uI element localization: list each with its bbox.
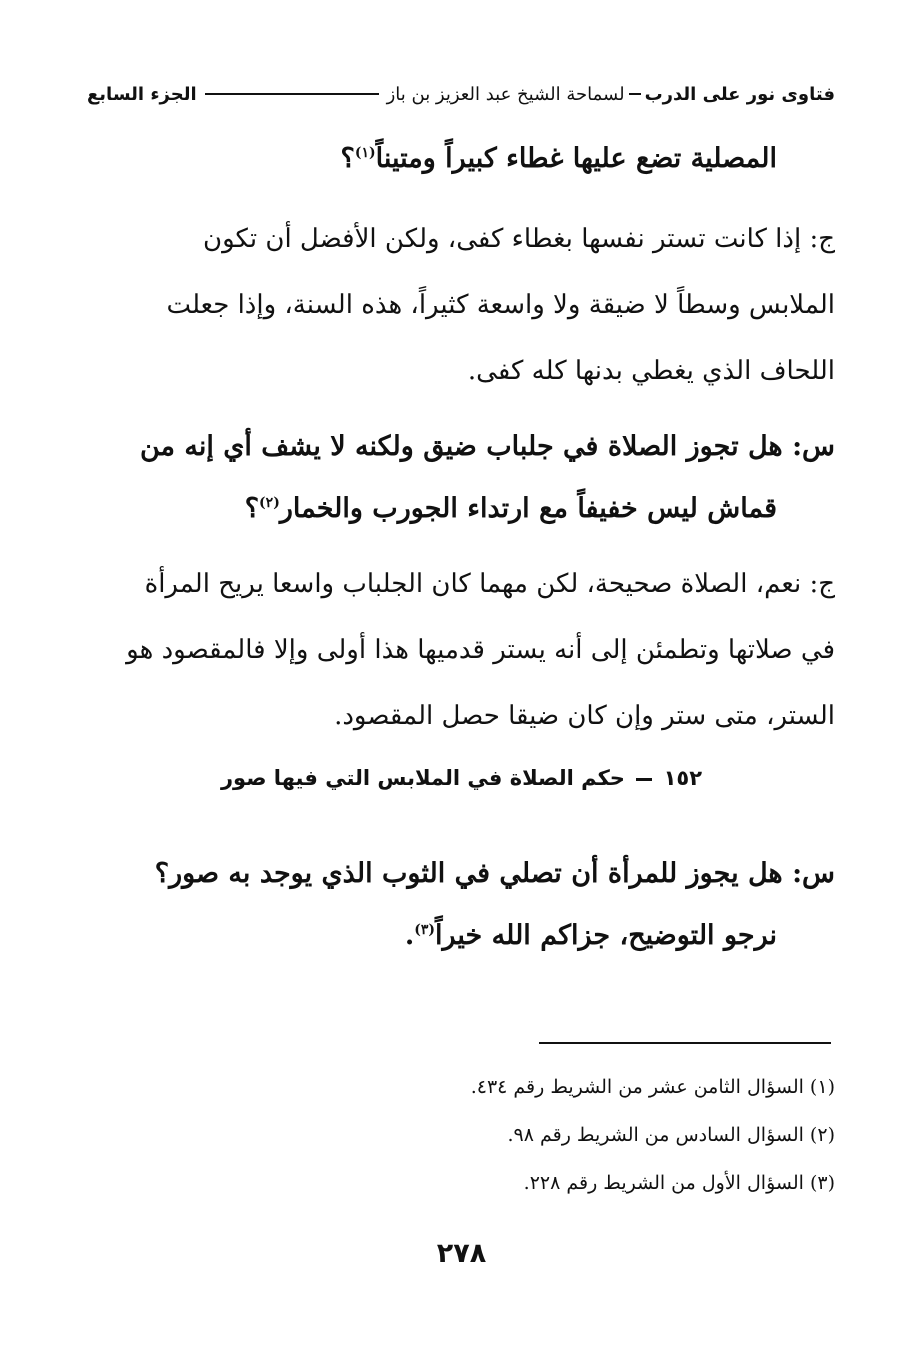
answer-line: الملابس وسطاً لا ضيقة ولا واسعة كثيراً، هذه السنة، وإذا جعلت [166,290,835,320]
answer-line: في صلاتها وتطمئن إلى أنه يستر قدميها هذا أولى وإلا فالمقصود هو [126,635,835,665]
answer-line: اللحاف الذي يغطي بدنها كله كفى. [467,356,835,386]
header-dash [629,93,641,95]
footnote: (٣) السؤال الأول من الشريط رقم ٢٢٨. [523,1172,835,1194]
heading-dash [636,778,652,781]
answer-2 [83,551,835,749]
question-line: س: هل يجوز للمرأة أن تصلي في الثوب الذي يوجد به صور؟ [154,858,835,889]
footnote: (٢) السؤال السادس من الشريط رقم ٩٨. [507,1124,835,1146]
answer-line: الستر، متى ستر وإن كان ضيقا حصل المقصود. [334,701,835,731]
question-mark: ؟ [340,143,355,174]
question-text: قماش ليس خفيفاً مع ارتداء الجورب والخمار [279,493,777,524]
page-number: ٢٧٨ [436,1238,487,1269]
answer-1 [83,206,835,404]
footnotes [235,1063,835,1207]
section-heading [0,766,923,790]
answer-line: ج: نعم، الصلاة صحيحة، لكن مهما كان الجلباب واسعا يريح المرأة [144,569,835,599]
footnote: (١) السؤال الثامن عشر من الشريط رقم ٤٣٤. [470,1076,835,1098]
footnote-separator [539,1042,831,1044]
question-text: نرجو التوضيح، جزاكم الله خيراً [435,920,777,951]
section-title: حكم الصلاة في الملابس التي فيها صور [220,766,625,790]
question-mark: ؟ [244,493,260,524]
footnote-ref: (٣) [414,922,436,938]
book-title: فتاوى نور على الدرب [644,83,835,105]
question-line [83,905,835,967]
answer-line: ج: إذا كانت تستر نفسها بغطاء كفى، ولكن الأفضل أن تكون [202,224,835,254]
question-3 [83,843,835,967]
question-2 [83,416,835,540]
question-line [83,478,835,540]
header-rule [205,93,379,95]
footnote-ref: (١) [354,145,376,161]
header-author: لسماحة الشيخ عبد العزيز بن باز [386,83,625,105]
footnote-ref: (٢) [259,495,280,511]
running-header [87,74,835,114]
question-line [83,128,835,190]
volume-label: الجزء السابع [87,83,197,105]
section-number: ١٥٢ [663,766,703,790]
question-end: . [404,920,415,951]
question-line: س: هل تجوز الصلاة في جلباب ضيق ولكنه لا يشف أي إنه من [139,431,835,462]
question-continuation [83,128,835,190]
question-text: المصلية تضع عليها غطاء كبيراً ومتيناً [375,143,777,174]
